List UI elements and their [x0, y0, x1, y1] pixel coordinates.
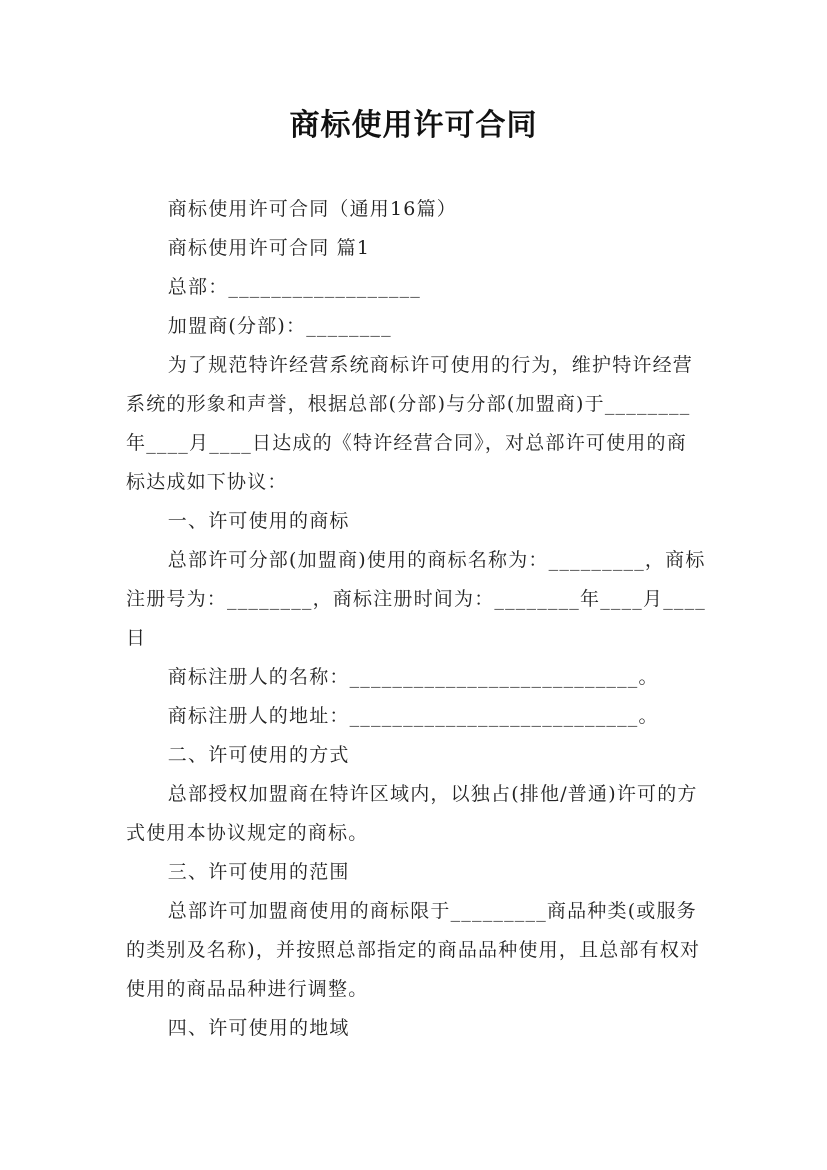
preamble-paragraph: 为了规范特许经营系统商标许可使用的行为，维护特许经营系统的形象和声誉，根据总部(分部)与分部(加盟商)于________年____月____日达成的《特许经营合同》，对总部许可使用的商标达成如下协议： [126, 354, 693, 493]
section-heading-1: 一、许可使用的商标 [167, 510, 350, 532]
chapter-heading: 商标使用许可合同 篇1 [167, 237, 371, 259]
section-heading-2: 二、许可使用的方式 [167, 744, 350, 766]
document-body [126, 190, 706, 1048]
trademark-info-paragraph: 总部许可分部(加盟商)使用的商标名称为：_________，商标注册号为：________，商标注册时间为：________年____月____日 [126, 549, 707, 649]
registrant-name-field: 商标注册人的名称：___________________________。 [167, 666, 659, 688]
section-heading-3: 三、许可使用的范围 [167, 861, 350, 883]
registrant-address-field: 商标注册人的地址：___________________________。 [167, 705, 659, 727]
headquarters-field: 总部：__________________ [167, 276, 421, 298]
license-method-paragraph: 总部授权加盟商在特许区域内，以独占(排他/普通)许可的方式使用本协议规定的商标。 [126, 783, 698, 844]
subtitle-paragraph: 商标使用许可合同（通用16篇） [167, 198, 457, 220]
document-title: 商标使用许可合同 [289, 108, 538, 143]
franchisee-field: 加盟商(分部)：________ [167, 315, 392, 337]
license-scope-paragraph: 总部许可加盟商使用的商标限于_________商品种类(或服务的类别及名称)，并按照总部指定的商品品种使用，且总部有权对使用的商品品种进行调整。 [126, 900, 701, 1000]
section-heading-4: 四、许可使用的地域 [167, 1017, 350, 1039]
